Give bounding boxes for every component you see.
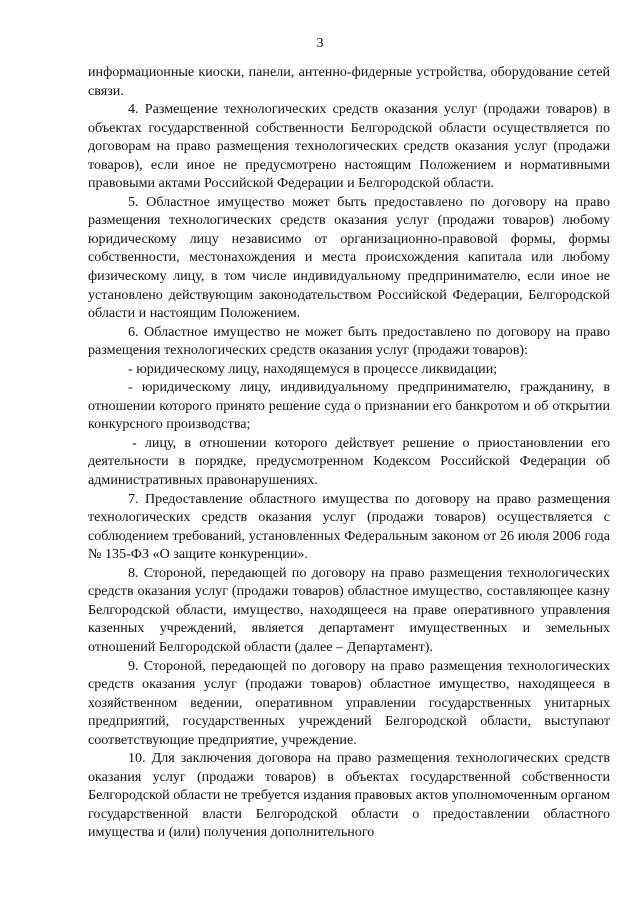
paragraph-4: 4. Размещение технологических средств оказания услуг (продажи товаров) в объектах государственной собственности Белгородской области осуществляется по договорам на право размещения технологических средств оказания услуг (продажи товаров), если иное не предусмотрено настоящим Положением и нормативными правовыми актами Российской Федерации и Белгородской области. [88,101,610,192]
list-item-bankruptcy: - юридическому лицу, индивидуальному предпринимателю, гражданину, в отношении которого принято решение суда о признании его банкротом и об открытии конкурсного производства; [88,379,610,433]
paragraph-10: 10. Для заключения договора на право размещения технологических средств оказания услуг (продажи товаров) в объектах государственной собственности Белгородской области не требуется издания правовых актов уполномоченным органом государственной власти Белгородской области о предоставлении областного имущества и (или) получения дополнительного [88,750,610,841]
page-number: 3 [316,36,324,51]
paragraph-6: 6. Областное имущество не может быть предоставлено по договору на право размещения технологических средств оказания услуг (продажи товаров): [88,323,610,359]
list-item-suspension: - лицу, в отношении которого действует решение о приостановлении его деятельности в порядке, предусмотренном Кодексом Российской Федерации об административных правонарушениях. [88,434,610,489]
paragraph-continuation: информационные киоски, панели, антенно-фидерные устройства, оборудование сетей связи. [88,64,610,99]
paragraph-7: 7. Предоставление областного имущества по договору на право размещения технологических средств оказания услуг (продажи товаров) осуществляется с соблюдением требований, установленных Федеральным законом от 26 июля 2006 года № 135-ФЗ «О защите конкуренции». [88,490,610,563]
list-item-liquidation: - юридическому лицу, находящемуся в процессе ликвидации; [128,360,498,377]
paragraph-5: 5. Областное имущество может быть предоставлено по договору на право размещения технологических средств оказания услуг (продажи товаров) любому юридическому лицу независимо от организационно-правовой формы, формы собственности, местонахождения и места происхождения капитала или любому физическому лицу, в том числе индивидуальному предпринимателю, если иное не установлено действующим законодательством Российской Федерации, Белгородской области и настоящим Положением. [88,193,610,322]
paragraph-9: 9. Стороной, передающей по договору на право размещения технологических средств оказания услуг (продажи товаров) областное имущество, находящееся в хозяйственном ведении, оперативном управлении государственных унитарных предприятий, государственных учреждений Белгородской области, выступают соответствующие предприятие, учреждение. [88,657,610,748]
paragraph-8: 8. Стороной, передающей по договору на право размещения технологических средств оказания услуг (продажи товаров) областное имущество, составляющее казну Белгородской области, имущество, находящееся на праве оперативного управления казенных учреждений, является департамент имущественных и земельных отношений Белгородской области (далее – Департамент). [88,564,610,655]
document-body [88,63,610,842]
